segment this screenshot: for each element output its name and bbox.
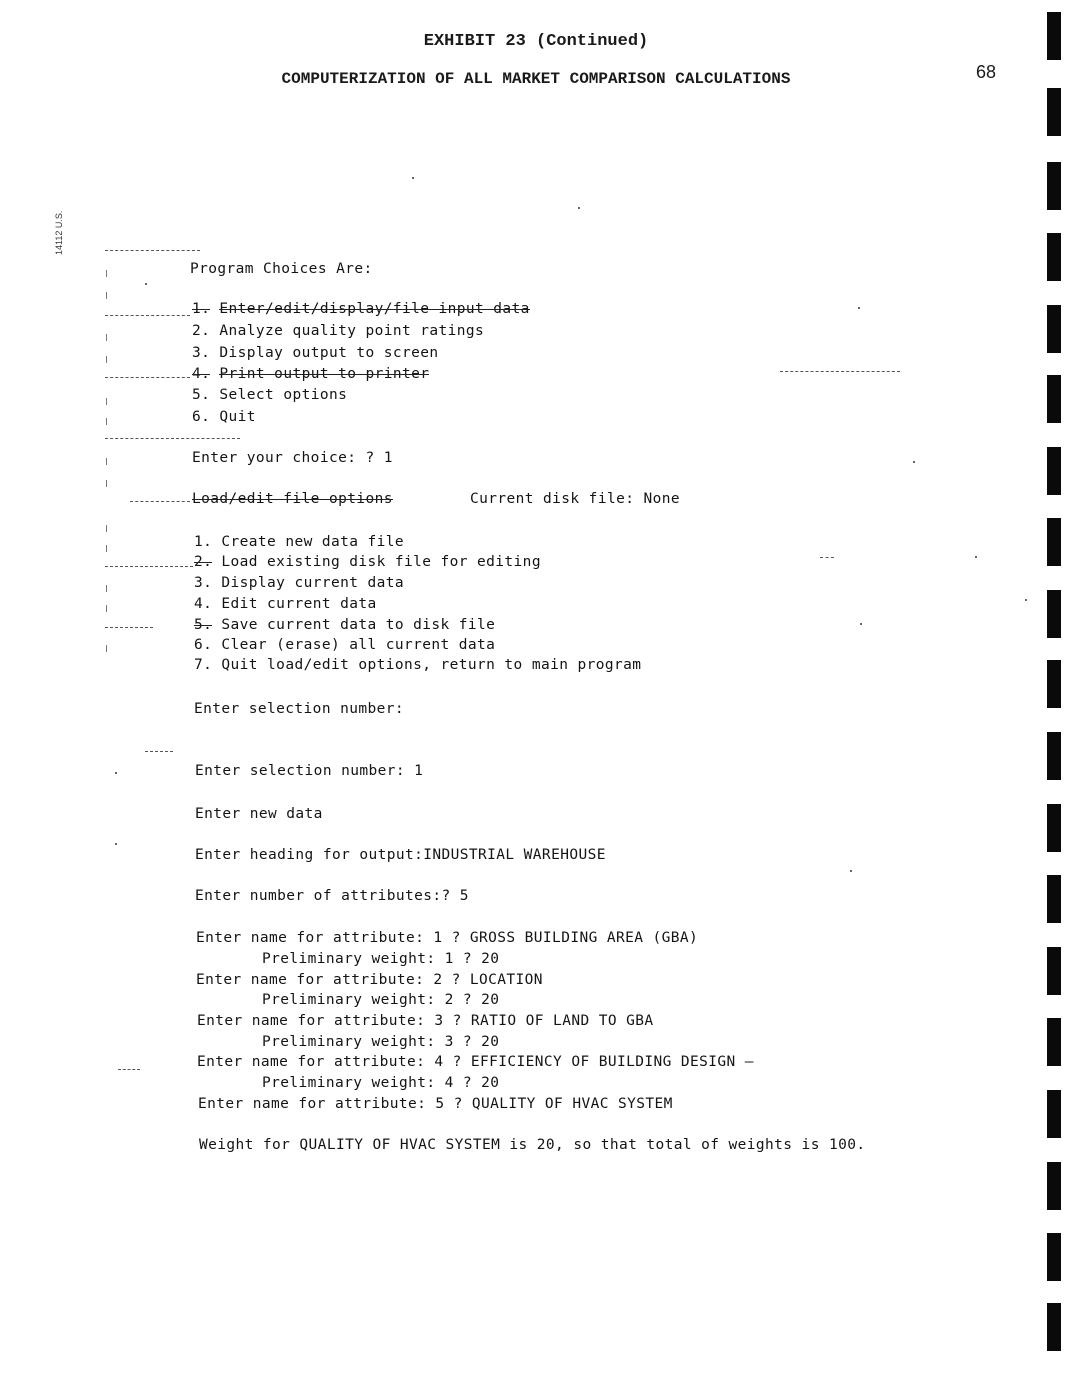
margin-tick <box>106 480 107 487</box>
side-code: 14112 U.S. <box>54 210 64 255</box>
load-edit-title-text: Load/edit file options <box>192 491 393 507</box>
program-menu-item <box>192 409 256 425</box>
leader-line <box>820 557 834 558</box>
load-edit-item <box>194 617 495 633</box>
item-number: 6. <box>192 409 211 425</box>
scan-mark <box>1047 447 1061 495</box>
scan-mark <box>1047 947 1061 995</box>
page-title: COMPUTERIZATION OF ALL MARKET COMPARISON CALCULATIONS <box>281 70 791 88</box>
leader-line <box>145 751 173 752</box>
item-number: 4. <box>192 366 211 382</box>
margin-tick <box>106 270 107 277</box>
item-number: 1. <box>192 301 211 317</box>
scan-speck <box>412 177 414 179</box>
scan-mark <box>1047 12 1061 60</box>
choice-prompt: Enter your choice: ? 1 <box>192 450 393 466</box>
item-number: 4. <box>194 596 213 612</box>
margin-tick <box>106 545 107 552</box>
scan-mark <box>1047 518 1061 566</box>
attribute-name-line: Enter name for attribute: 3 ? RATIO OF LAND TO GBA <box>197 1013 654 1029</box>
heading-line <box>195 847 606 863</box>
load-edit-item <box>194 596 377 612</box>
item-label: Analyze quality point ratings <box>219 323 485 339</box>
scan-mark <box>1047 875 1061 923</box>
program-menu-item <box>192 301 530 317</box>
load-edit-item <box>194 657 641 673</box>
scan-speck <box>578 207 580 209</box>
item-number: 7. <box>194 657 213 673</box>
scan-mark <box>1047 1233 1061 1281</box>
scan-mark <box>1047 88 1061 136</box>
scan-mark <box>1047 660 1061 708</box>
weight-result-line: Weight for QUALITY OF HVAC SYSTEM is 20, so that total of weights is 100. <box>199 1137 866 1153</box>
load-edit-title <box>192 491 393 507</box>
margin-tick <box>106 645 107 652</box>
attribute-weight-line: Preliminary weight: 2 ? 20 <box>262 992 500 1008</box>
leader-line <box>105 627 153 628</box>
scan-speck <box>858 307 860 309</box>
selection-prompt: Enter selection number: <box>194 701 404 717</box>
margin-tick <box>106 398 107 405</box>
scan-speck <box>145 283 147 285</box>
scan-mark <box>1047 804 1061 852</box>
leader-line <box>780 371 900 372</box>
scan-speck <box>115 772 117 774</box>
item-label: Save current data to disk file <box>221 617 496 633</box>
exhibit-label: EXHIBIT 23 (Continued) <box>423 32 649 51</box>
scan-mark <box>1047 162 1061 210</box>
load-edit-item <box>194 534 404 550</box>
scan-speck <box>1025 599 1027 601</box>
program-menu-item <box>192 366 429 382</box>
scan-mark <box>1047 1303 1061 1351</box>
margin-tick <box>106 356 107 363</box>
leader-line <box>118 1069 140 1070</box>
leader-line <box>105 566 193 567</box>
attribute-name-line: Enter name for attribute: 5 ? QUALITY OF HVAC SYSTEM <box>198 1096 673 1112</box>
attribute-weight-line: Preliminary weight: 1 ? 20 <box>262 951 500 967</box>
item-number: 3. <box>192 345 211 361</box>
item-label: Quit load/edit options, return to main program <box>221 657 642 673</box>
item-label: Display output to screen <box>219 345 439 361</box>
heading-prompt: Enter heading for output: <box>195 847 424 863</box>
program-menu-heading: Program Choices Are: <box>190 261 373 277</box>
attribute-count-line: Enter number of attributes:? 5 <box>195 888 469 904</box>
margin-tick <box>106 418 107 425</box>
item-label: Select options <box>219 387 348 403</box>
scan-mark <box>1047 375 1061 423</box>
scan-speck <box>115 843 117 845</box>
program-menu-item <box>192 387 347 403</box>
scan-mark <box>1047 1090 1061 1138</box>
leader-line <box>130 501 190 502</box>
item-label: Edit current data <box>221 596 377 612</box>
scan-mark <box>1047 1018 1061 1066</box>
item-label: Create new data file <box>221 534 405 550</box>
leader-line <box>105 315 190 316</box>
attribute-name-line: Enter name for attribute: 1 ? GROSS BUILDING AREA (GBA) <box>196 930 699 946</box>
item-label: Display current data <box>221 575 405 591</box>
item-label: Enter/edit/display/file input data <box>219 301 530 317</box>
page-number: 68 <box>976 62 997 82</box>
load-edit-item <box>194 554 541 570</box>
selection-prompt-answered: Enter selection number: 1 <box>195 763 424 779</box>
scan-mark <box>1047 732 1061 780</box>
item-number: 5. <box>192 387 211 403</box>
load-edit-item <box>194 575 404 591</box>
new-data-line: Enter new data <box>195 806 323 822</box>
item-label: Clear (erase) all current data <box>221 637 496 653</box>
item-label: Print output to printer <box>219 366 430 382</box>
program-menu-item <box>192 323 484 339</box>
margin-tick <box>106 585 107 592</box>
attribute-name-line: Enter name for attribute: 2 ? LOCATION <box>196 972 543 988</box>
scan-speck <box>913 461 915 463</box>
leader-line <box>105 438 240 439</box>
attribute-weight-line: Preliminary weight: 3 ? 20 <box>262 1034 500 1050</box>
item-label: Load existing disk file for editing <box>221 554 541 570</box>
scan-mark <box>1047 233 1061 281</box>
margin-tick <box>106 458 107 465</box>
item-number: 6. <box>194 637 213 653</box>
margin-tick <box>106 605 107 612</box>
item-number: 2. <box>194 554 213 570</box>
scan-mark <box>1047 590 1061 638</box>
attribute-weight-line: Preliminary weight: 4 ? 20 <box>262 1075 500 1091</box>
attribute-name-line: Enter name for attribute: 4 ? EFFICIENCY OF BUILDING DESIGN — <box>197 1054 754 1070</box>
leader-line <box>105 250 200 251</box>
leader-line <box>105 377 190 378</box>
scan-mark <box>1047 305 1061 353</box>
margin-tick <box>106 334 107 341</box>
item-number: 5. <box>194 617 213 633</box>
margin-tick <box>106 525 107 532</box>
margin-tick <box>106 292 107 299</box>
current-disk-file: Current disk file: None <box>470 491 680 507</box>
scan-speck <box>975 556 977 558</box>
heading-value: INDUSTRIAL WAREHOUSE <box>423 847 606 863</box>
item-number: 2. <box>192 323 211 339</box>
item-number: 3. <box>194 575 213 591</box>
scan-mark <box>1047 1162 1061 1210</box>
scan-speck <box>860 623 862 625</box>
load-edit-item <box>194 637 495 653</box>
item-number: 1. <box>194 534 213 550</box>
program-menu-item <box>192 345 439 361</box>
item-label: Quit <box>219 409 256 425</box>
scan-speck <box>850 870 852 872</box>
